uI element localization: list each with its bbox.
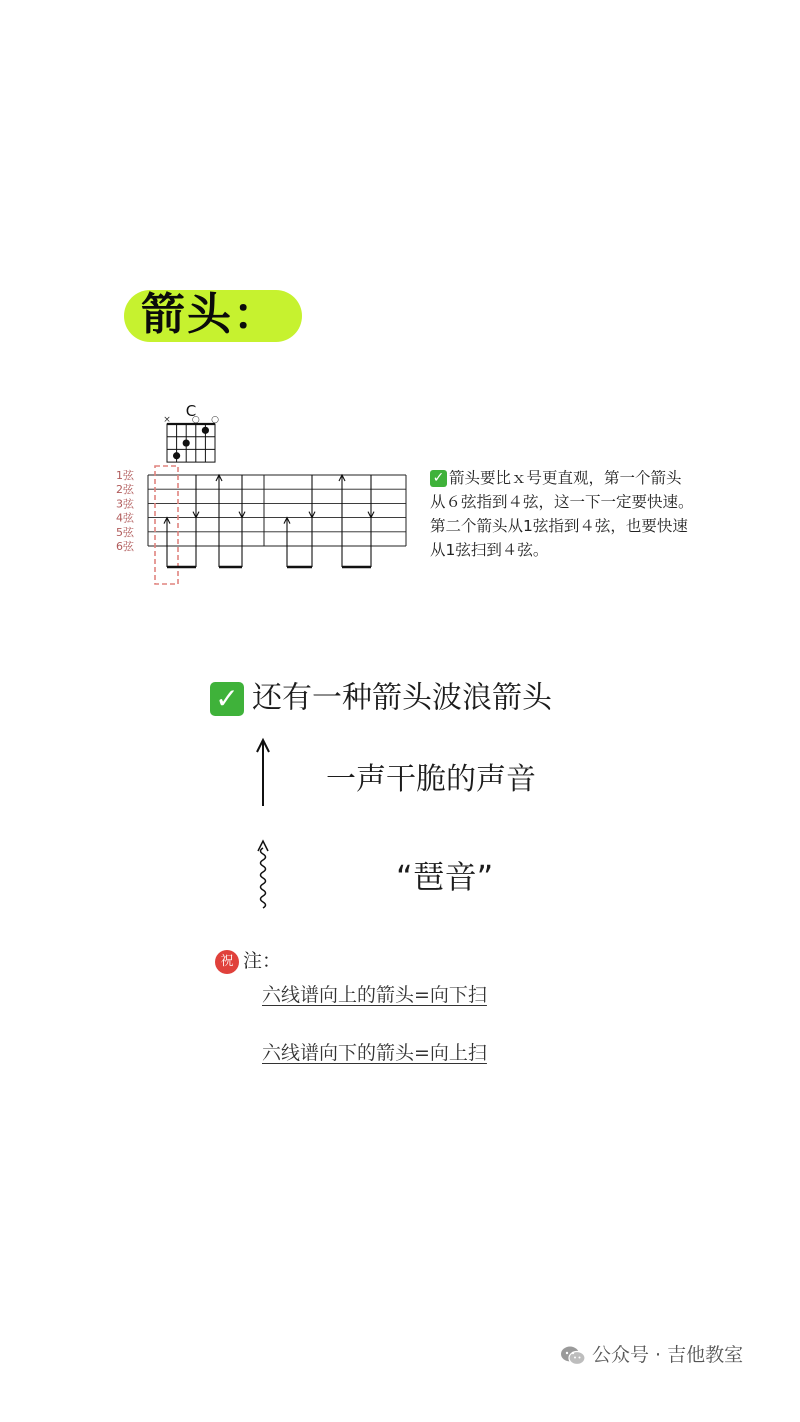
finger-dot [183,439,190,446]
open-string-marker: ○ [191,415,200,425]
string-label: 5弦 [116,525,134,539]
string-label: 1弦 [116,469,134,482]
wave-arrow [261,848,266,908]
page-title: 箭头： [141,289,279,340]
arrow-label: 一声干脆的声音 [326,762,536,797]
string-label: 4弦 [116,511,134,525]
wave-arrow-label: “琶音” [396,858,494,896]
wechat-icon [560,1345,586,1367]
check-icon: ✓ [210,682,244,716]
description-text [430,466,750,562]
finger-dot [202,427,209,434]
string-label: 6弦 [116,540,134,553]
note-line-down: 六线谱向下的箭头=向上扫 [262,1042,487,1064]
note-label: 注： [243,950,282,972]
note-header [215,946,281,974]
footer-account [560,1340,743,1367]
footer-text: 公众号 · 吉他教室 [592,1344,744,1366]
check-icon: ✓ [430,470,447,487]
open-string-marker: ○ [211,415,219,425]
description-line: 箭头要比ｘ号更直观，第一个箭头 [449,469,682,487]
section-heading [210,678,552,719]
chord-name: C [185,402,197,420]
tab-staff [116,466,406,584]
finger-dot [173,452,180,459]
string-label: 2弦 [116,483,134,497]
chord-c-diagram [163,402,219,462]
section-heading-text: 还有一种箭头波浪箭头 [252,680,552,716]
description-line: 从６弦指到４弦，这一下一定要快速。 [430,493,694,511]
muted-string-marker: × [163,415,171,425]
wave-arrowhead [258,841,268,851]
note-badge-icon: 祝 [215,950,239,974]
arrow-examples [257,740,269,908]
description-line: 第二个箭头从1弦指到４弦，也要快速 [430,517,688,535]
note-line-up: 六线谱向上的箭头=向下扫 [262,984,487,1006]
string-label: 3弦 [116,497,134,511]
description-line: 从1弦扫到４弦。 [430,541,549,559]
